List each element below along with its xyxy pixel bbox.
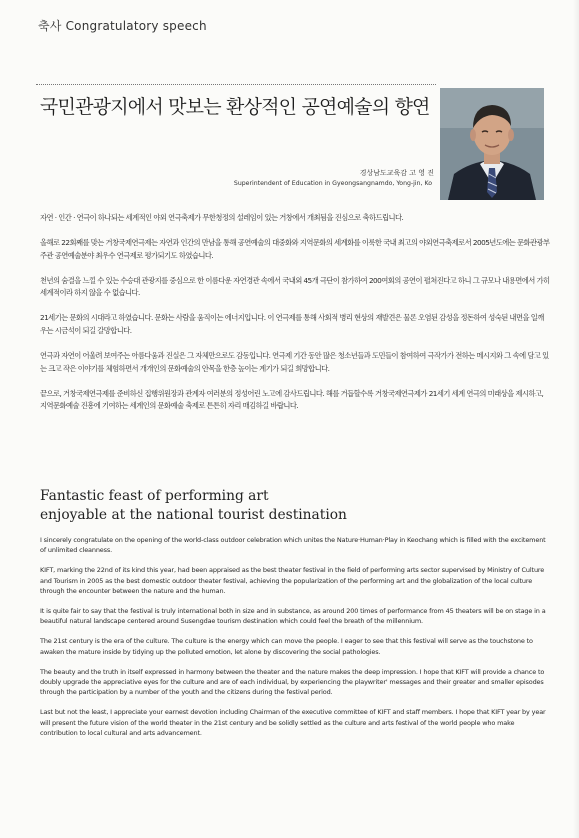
korean-title: 국민관광지에서 맛보는 환상적인 공연예술의 향연 <box>40 96 430 118</box>
english-paragraph: Last but not the least, I appreciate your earnest devotion including Chairman of the executive committee of KIFT and staff members. I hope that KIFT year by year will present the future vision of the world theater in the 21st century and be solidly settled as the culture and arts festival of the world people who make contribution to local cultural and arts advancement. <box>40 708 546 737</box>
korean-paragraph: 천년의 숨결을 느낄 수 있는 수승대 관광지를 중심으로 한 이름다운 자연경관 속에서 국내외 45개 극단이 참가하여 200여회의 공연이 펼쳐진다고 하니 그 규모나 내용면에서 가히 세계적이라 하지 않을 수 없습니다. <box>40 275 550 298</box>
english-title <box>40 487 347 525</box>
korean-paragraph: 연극과 자연이 어울려 보여주는 아름다움과 진실은 그 자체만으로도 감동입니다. 연극제 기간 동안 많은 청소년들과 도민들이 참여하여 극작가가 전하는 메시지와 그 속에 담고 있는 크고 작은 이야기를 체험하면서 개개인의 문화예술의 안목을 한층 높이는 계기가 되길 희망합니다. <box>40 351 549 373</box>
english-paragraph: The beauty and the truth in itself expressed in harmony between the theater and the nature makes the deep impression. I hope that KIFT will provide a chance to doubly upgrade the appreciative eyes for the culture and are of each individual, by experiencing the playwriter' messages and their greater and smaller episodes through the participation by a number of the youth and the citizens during the festival period. <box>40 667 545 697</box>
scan-shadow-edge <box>573 0 579 838</box>
english-body <box>40 535 548 748</box>
title-divider <box>36 84 436 85</box>
author-name-korean: 경상남도교육감 고 영 진 <box>359 169 434 177</box>
english-paragraph: The 21st century is the era of the culture. The culture is the energy which can move the people. I eager to see that this festival will serve as the touchstone to awaken the mature inside by tidying up the polluted emotion, let alone by discovering the social pathologies. <box>40 637 533 656</box>
section-label: 축사 Congratulatory speech <box>38 19 207 33</box>
korean-paragraph: 21세기는 문화의 시대라고 하였습니다. 문화는 사람을 움직이는 에너지입니다. 이 연극제를 통해 사회적 병리 현상의 재발견은 물론 오염된 감성을 정돈하여 성숙된 내면을 일깨우는 시금석이 되길 갈망합니다. <box>40 313 544 336</box>
author-name-english: Superintendent of Education in Gyeongsangnamdo, Yong-jin, Ko <box>233 180 432 187</box>
english-paragraph: KIFT, marking the 22nd of its kind this year, had been appraised as the best theater festival in the field of performing arts sector supervised by Ministry of Culture and Tourism in 2005 as the best domestic outdoor theater festival, achieving the popularization of the performing art and the globalization of the local culture through the encounter between the nature and the human. <box>40 566 545 595</box>
korean-paragraph: 자연 · 인간 · 연극이 하나되는 세계적인 야외 연극축제가 무한청정의 설레임이 있는 거창에서 개최됨을 진심으로 축하드립니다. <box>40 213 404 222</box>
portrait-illustration <box>440 88 544 200</box>
author-portrait-photo <box>440 88 544 200</box>
korean-paragraph: 올해로 22회째를 맞는 거창국제연극제는 자연과 인간의 만남을 통해 공연예술의 대중화와 지역문화의 세계화를 이룩한 국내 최고의 야외연극축제로서 2005년도에는 문화관광부 주관 공연예술분야 최우수 연극제로 평가되기도 하였습니다. <box>40 238 550 260</box>
english-paragraph: It is quite fair to say that the festival is truly international both in size and in substance, as around 200 times of performance from 45 theaters will be on stage in a beautiful natural landscape centered around Susengdae tourism destination which could feel the breath of the millennium. <box>40 607 546 626</box>
english-paragraph: I sincerely congratulate on the opening of the world-class outdoor celebration which unites the Nature·Human·Play in Keochang which is filled with the excitement of unlimited cleanness. <box>40 536 546 555</box>
english-title-line2: enjoyable at the national tourist destination <box>40 507 347 523</box>
korean-paragraph: 끝으로, 거창국제연극제를 준비하신 집행위원장과 관계자 여러분의 정성어린 노고에 감사드립니다. 해를 거듭할수록 거창국제연극제가 21세기 세계 연극의 미래상을 제시하고, 지역문화예술 진흥에 기여하는 세계인의 문화예술 축제로 튼튼히 자리 매김하길 바랍니다. <box>40 388 544 411</box>
english-title-line1: Fantastic feast of performing art <box>40 488 269 504</box>
korean-body <box>40 212 550 426</box>
